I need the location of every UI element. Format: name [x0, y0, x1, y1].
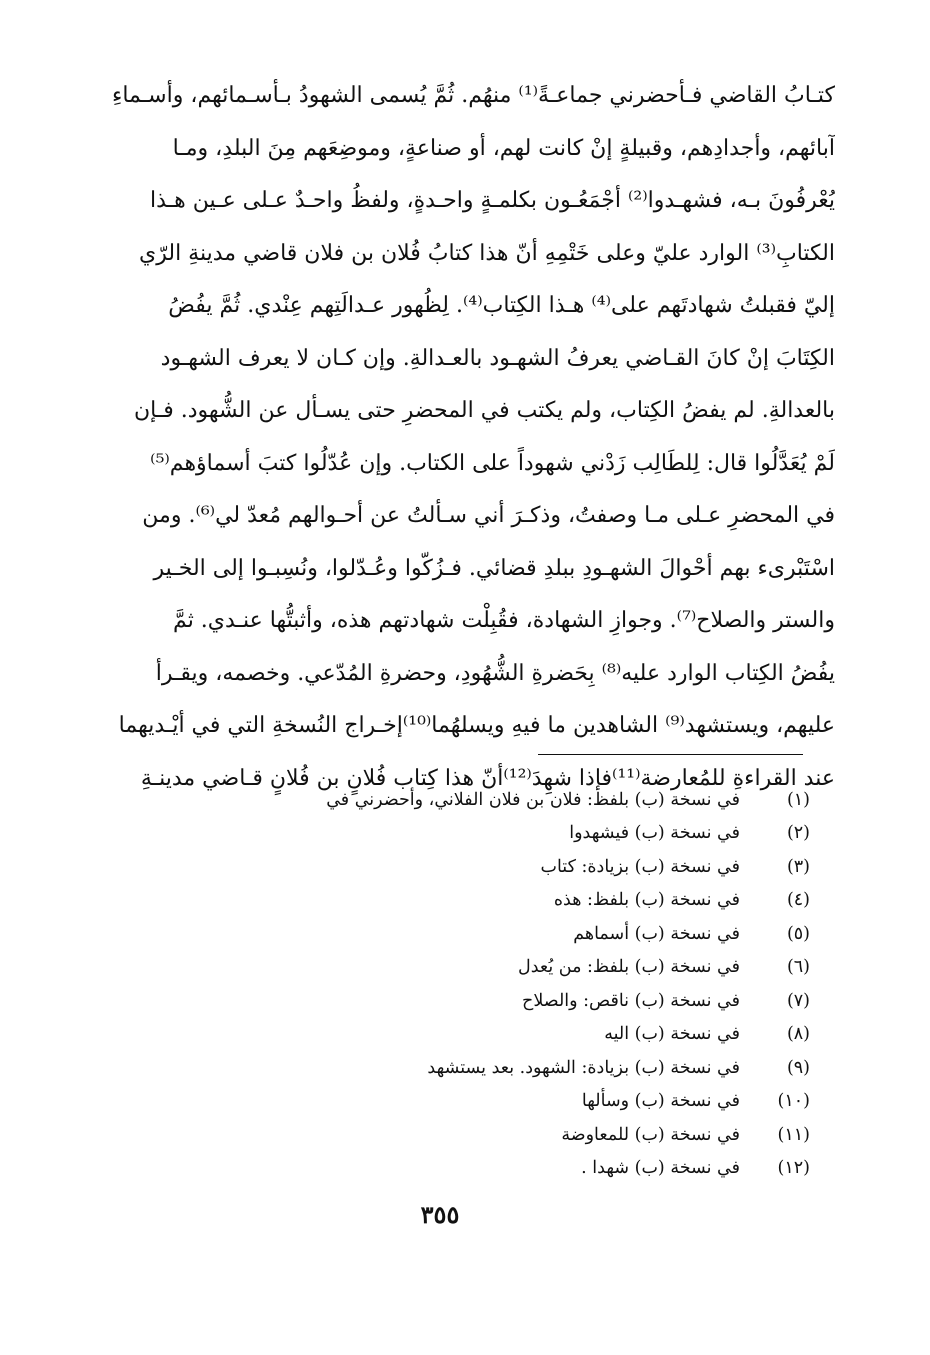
footnote: [320, 817, 810, 851]
footnote-text: في نسخة (ب) ناقص: والصلاح: [522, 990, 740, 1011]
text-line: عليهم، ويستشهد⁽⁹⁾ الشاهدين ما فيهِ ويسلهُما⁽¹⁰⁾إخـراج النُسخةِ التي في أيْـديهما: [118, 713, 835, 738]
footnote-number: (٣): [786, 856, 810, 877]
footnote: [320, 850, 810, 884]
footnote: [320, 783, 810, 817]
main-text: [100, 70, 835, 805]
footnote: [320, 1051, 810, 1085]
footnote-text: في نسخة (ب) شهدا .: [581, 1158, 740, 1179]
footnote-text: في نسخة (ب) بلفظ: هذه: [553, 890, 740, 911]
text-line: يُعْرفُونَ بـه، فشهـدوا⁽²⁾ أجْمَعُـون بكلمـةٍ واحـدةٍ، ولفظُ واحـدٌ عـلى عـين هـذا: [150, 188, 835, 213]
text-line: لَمْ يُعَدَّلُوا قال: لِلطَالِب زَدْني شهوداً على الكتاب. وإن عُدّلُوا كتبَ أسماؤهم⁽⁵⁾: [150, 450, 835, 476]
footnote-text: في نسخة (ب) بلفظ: فلان بن فلان الفلاني، وأحضرني في: [326, 789, 740, 810]
footnote: [320, 1018, 810, 1052]
text-line: كتـابُ القاضي فـأحضرني جماعـةً⁽¹⁾ منهُم. ثُمَّ يُسمى الشهودُ بـأسـمائهم، وأسـماءِ: [111, 83, 835, 108]
footnote-number: (٤): [786, 890, 810, 911]
footnote-text: في نسخة (ب) بزيادة: الشهود. بعد يستشهد: [427, 1057, 740, 1078]
footnote: [320, 984, 810, 1018]
footnote: [320, 1152, 810, 1186]
footnote-number: (٦): [786, 957, 810, 978]
footnotes: [320, 783, 810, 1185]
text-line: والستر والصلاح⁽⁷⁾. وجوازِ الشهادة، فقُبِلْت شهادتهم هذه، وأثبتُّها عنـدي. ثمَّ: [173, 608, 835, 633]
text-line: في المحضرِ عـلى مـا وصفتُ، وذكـرَ أني سـألتُ عن أحـوالهم مُعدّ لي⁽⁶⁾. ومن: [142, 503, 835, 528]
page-number: ٣٥٥: [420, 1200, 460, 1229]
footnote-number: (٨): [786, 1024, 810, 1045]
footnote-text: في نسخة (ب) أسماهم: [573, 923, 740, 944]
footnote-number: (١): [786, 789, 810, 810]
footnote-number: (٢): [786, 823, 810, 844]
text-line: اسْتَبْرىء بهم أحْوالَ الشهـودِ ببلدِ قضائي. فـزُكّوا وعُـدّلوا، ونُسِبـوا إلى الخـير: [153, 555, 835, 581]
text-line: آبائهم، وأجدادِهم، وقبيلةٍ إنْ كانت لهم، أو صناعةٍ، وموضِعَهم مِنَ البلدِ، ومـا: [172, 135, 835, 161]
text-line: الكِتَابَ إنْ كانَ القـاضي يعرفُ الشهـود بالعـدالةِ. وإن كـان لا يعرف الشهـود: [160, 345, 835, 371]
footnote-number: (١٠): [777, 1091, 810, 1112]
footnote-text: في نسخة (ب) بزيادة: كتاب: [540, 856, 740, 877]
text-line: الكتابِ⁽³⁾ الوارد عليّ وعلى خَتْمِهِ أنّ هذا كتابُ فُلان بن فلان قاضي مدينةِ الرّي: [139, 240, 835, 266]
text-line: يفُضُ الكِتاب الوارد عليه⁽⁸⁾ بِحَضرةِ الشُّهُودِ، وحضرةِ المُدّعي. وخصمه، ويقـرأ: [155, 660, 835, 686]
footnote-number: (١٢): [777, 1158, 810, 1179]
text-line: عند القراءةِ للمُعارضة⁽¹¹⁾فإذا شهِدَ⁽¹²⁾أنّ هذا كِتاب فُلانٍ بن فُلانٍ قـاضي مدينـةِ: [140, 765, 835, 791]
footnote-number: (٩): [786, 1057, 810, 1078]
footnote: [320, 1118, 810, 1152]
footnote-number: (٧): [786, 990, 810, 1011]
footnote-text: في نسخة (ب) اليه: [604, 1024, 740, 1045]
footnote-text: في نسخة (ب) فيشهدوا: [569, 823, 740, 844]
footnote-text: في نسخة (ب) بلفظ: من يُعدل: [518, 957, 740, 978]
footnote: [320, 1085, 810, 1119]
footnote: [320, 951, 810, 985]
footnote-text: في نسخة (ب) وسألها: [581, 1091, 740, 1112]
text-line: بالعدالةِ. لم يفضُ الكِتاب، ولم يكتب في المحضرِ حتى يسـأل عن الشُّهود. فـإن: [133, 398, 835, 423]
footnote-text: في نسخة (ب) للمعاوضة: [561, 1124, 740, 1145]
footnote-separator: [538, 754, 803, 755]
footnote: [320, 884, 810, 918]
footnote-number: (١١): [777, 1124, 810, 1145]
footnote-number: (٥): [786, 923, 810, 944]
footnote: [320, 917, 810, 951]
text-line: إليّ فقبلتُ شهادتَهم على⁽⁴⁾ هـذا الكِتاب⁽⁴⁾. لِظُهور عـدالَتِهم عِنْدي. ثُمَّ يفُضُ: [168, 293, 835, 318]
